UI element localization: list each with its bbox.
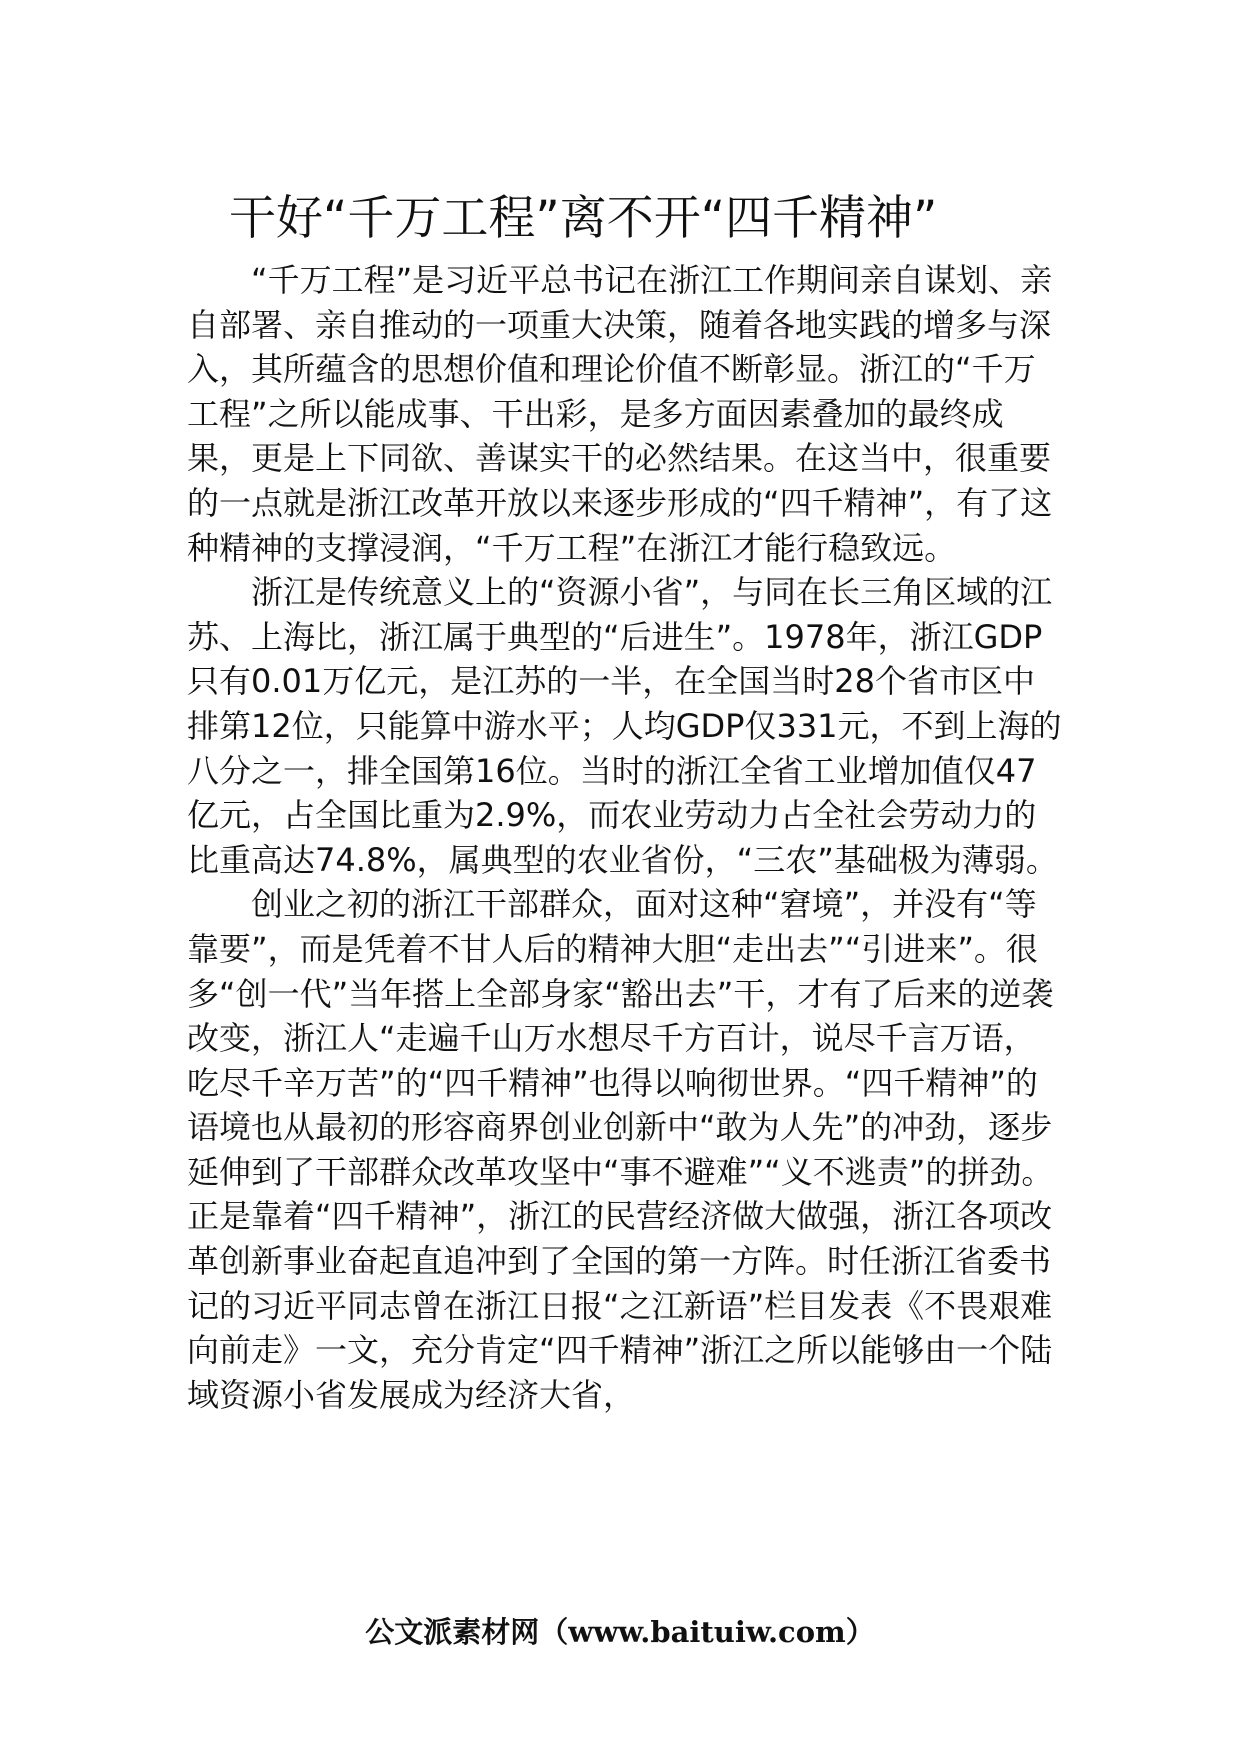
paragraph-1: “千万工程”是习近平总书记在浙江工作期间亲自谋划、亲自部署、亲自推动的一项重大决策，随着各地实践的增多与深入，其所蕴含的思想价值和理论价值不断彰显。浙江的“千万工程”之所以能成事、干出彩，是多方面因素叠加的最终成果，更是上下同欲、善谋实干的必然结果。在这当中，很重要的一点就是浙江改革开放以来逐步形成的“四千精神”，有了这种精神的支撑浸润，“千万工程”在浙江才能行稳致远。 bbox=[187, 261, 1053, 567]
document-body bbox=[187, 258, 1063, 1417]
source-footer: 公文派素材网（www.baituiw.com） bbox=[365, 1615, 875, 1649]
paragraph-2: 浙江是传统意义上的“资源小省”，与同在长三角区域的江苏、上海比，浙江属于典型的“后进生”。1978年，浙江GDP只有0.01万亿元，是江苏的一半，在全国当时28个省市区中排第12位，只能算中游水平；人均GDP仅331元，不到上海的八分之一，排全国第16位。当时的浙江全省工业增加值仅47亿元，占全国比重为2.9%，而农业劳动力占全社会劳动力的比重高达74.8%，属典型的农业省份，“三农”基础极为薄弱。 bbox=[187, 573, 1062, 879]
paragraph-3: 创业之初的浙江干部群众，面对这种“窘境”，并没有“等靠要”，而是凭着不甘人后的精神大胆“走出去”“引进来”。很多“创一代”当年搭上全部身家“豁出去”干，才有了后来的逆袭改变，浙江人“走遍千山万水想尽千方百计，说尽千言万语，吃尽千辛万苦”的“四千精神”也得以响彻世界。“四千精神”的语境也从最初的形容商界创业创新中“敢为人先”的冲劲，逐步延伸到了干部群众改革攻坚中“事不避难”“义不逃责”的拼劲。正是靠着“四千精神”，浙江的民营经济做大做强，浙江各项改革创新事业奋起直追冲到了全国的第一方阵。时任浙江省委书记的习近平同志曾在浙江日报“之江新语”栏目发表《不畏艰难向前走》一文，充分肯定“四千精神”浙江之所以能够由一个陆域资源小省发展成为经济大省， bbox=[187, 885, 1054, 1414]
document-title: 干好“千万工程”离不开“四千精神” bbox=[229, 191, 938, 246]
